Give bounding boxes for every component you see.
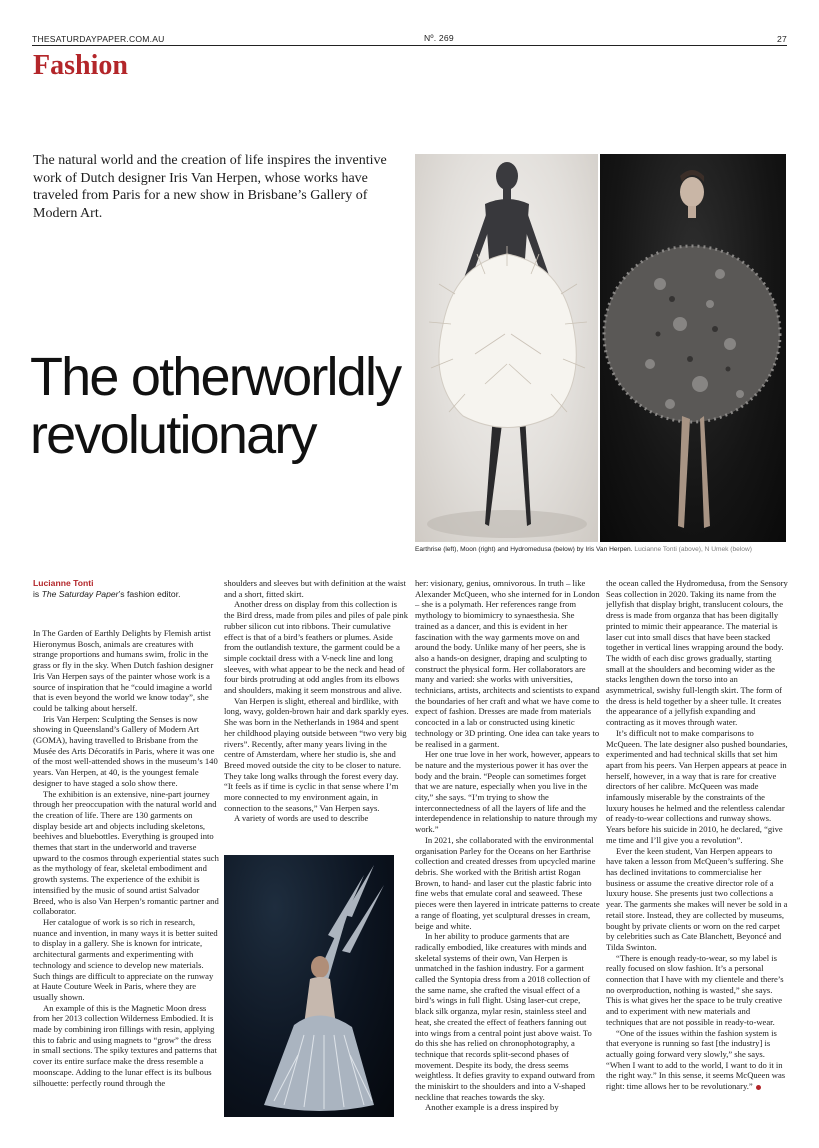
paragraph: “There is enough ready-to-wear, so my label is really focused on slow fashion. It’s a personal connection that I have with my clientele and there’s no overproduction, nothing is wasted,” she says. This is what gives her the space to be truly creative and to experiment with new materials and techniques that are not possible in ready-to-wear. bbox=[606, 952, 784, 1027]
article-column-1 bbox=[33, 628, 219, 1120]
site-url[interactable]: THESATURDAYPAPER.COM.AU bbox=[32, 34, 165, 44]
byline-name: Lucianne Tonti bbox=[33, 578, 94, 588]
paragraph bbox=[606, 1028, 788, 1092]
paragraph: the ocean called the Hydromedusa, from the Sensory Seas collection in 2020. Taking its name from the jellyfish that display bright, translucent colours, the dress is made from organza that has been digitally printed to mimic their appearance. The material is laser cut into small discs that have been stacked together in vertical lines wrapping around the body. The width of each disc grows gradually, starting small at the shoulders and becoming wider as the stacks lengthen down the torso into an asymmetrical, swishy full-length skirt. The form of the dress is held together by a sheer tulle. It creates the appearance of a jellyfish expanding and contracting as it moves through water. bbox=[606, 578, 788, 728]
paragraph: The exhibition is an extensive, nine-part journey through her preoccupation with the natural world and the creation of life. There are 130 garments on display beside art and objects including skeletons, beehives and bluebottles. Everything is grouped into themes that start in the underworld and traverse upward to the cosmos through experiential states such as the mythology of fear, skeletal embodiment and growth systems. The experience of the exhibit is intensified by the music of sound artist Salvador Breed, who is also Van Herpen’s romantic partner and collaborator. bbox=[33, 788, 219, 917]
paragraph: Van Herpen is slight, ethereal and birdlike, with long, wavy, golden-brown hair and dark sparkly eyes. She was born in the Netherlands in 1984 and spent her childhood playing outside between “two very big rivers”. Recently, after many years living in the centre of Amsterdam, where her studio is, she and Breed moved outside the city to be closer to nature. They take long walks through the forest every day. “It feels as if time is cyclic in that sense where I’m more connected to my environment again, in connection to the seasons,” Van Herpen says. bbox=[224, 695, 409, 813]
paragraph: Her catalogue of work is so rich in research, nuance and invention, in many ways it is better suited to display in a gallery. She is known for intricate, architectural garments and experimenting with technology and science to develop new materials. Such things are difficult to appreciate on the runway at Haute Couture Week in Paris, where they are usually shown. bbox=[33, 916, 218, 1002]
hydromedusa-photo bbox=[224, 855, 394, 1117]
paragraph: Another dress on display from this collection is the Bird dress, made from piles and piles of pale pink rubber silicon cut into ribbons. Their cumulative effect is that of a bird’s feathers or plumes. Aside from the outlandish texture, the garment could be a simple cocktail dress with a V-neck line and long sleeves, with what appear to be the neck and head of four birds protruding at odd angles from its elbows and shoulders, making it seem monstrous and alive. bbox=[224, 599, 409, 696]
paragraph: In 2021, she collaborated with the environmental organisation Parley for the Oceans on her Earthrise collection and created dresses from upcycled marine debris. She worked with the British artist Rogan Brown, to hand- and laser cut the plastic fabric into fine webs that emulate coral and seaweed. These pieces were then layered in intricate patterns to create a range of floating, yet sculptural dresses in cream, beige and white. bbox=[415, 834, 600, 931]
caption-credit: Lucianne Tonti (above), N Umek (below) bbox=[634, 546, 752, 553]
byline-publication: The Saturday Paper bbox=[41, 589, 119, 599]
paragraph: Ever the keen student, Van Herpen appears to have taken a lesson from McQueen’s suffering. She has declined invitations to commercialise her business or assume the creative director role of a luxury house. She presents just two collections a year. The garments she makes will never be sold in a retail store. Instead, they are collected by museums, bought by private clients or worn on the red carpet by celebrities such as Cate Blanchett, Beyoncé and Tilda Swinton. bbox=[606, 845, 788, 952]
page-number: 27 bbox=[777, 34, 787, 44]
paragraph: In her ability to produce garments that are radically embodied, like creatures with minds and skeletal systems of their own, Van Herpen is unmatched in the fashion industry. For a garment called the Syntopia dress from a 2018 collection of the same name, she crafted the visual effect of a bird’s wings in full flight. Using laser-cut crepe, black silk organza, mylar resin, stainless steel and heat, she created the effect of feathers fanning out into wings from a central point just above waist. To do this she has relied on chronophotography, a technique that records split-second phases of movement. Despite its body, the dress seems weightless. It defies gravity to expand outward from the miniskirt to the shoulders and into a V-shaped neckline that reaches towards the sky. bbox=[415, 931, 595, 1102]
earthrise-photo bbox=[415, 154, 598, 542]
paragraph: Her one true love in her work, however, appears to be nature and the mysterious power it has over the body and the brain. “People can sometimes forget that we are nature, especially when you live in the city,” she says. “I’m trying to show the interconnectedness of all the layers of life and the interdependence in relationship to nature through my work.” bbox=[415, 749, 600, 835]
article-column-4 bbox=[606, 578, 788, 1118]
paragraph: It’s difficult not to make comparisons to McQueen. The late designer also pushed boundaries, experimented and had technical skills that set him apart from his peers. Van Herpen appears at peace in herself, however, in a way that is rare for creative directors of her calibre. McQueen was made infamously miserable by the constraints of the luxury houses he helmed and the relentless calendar of ready-to-wear collections and runway shows. Years before his suicide in 2010, he declared, “give me time and I’ll give you a revolution”. bbox=[606, 727, 788, 845]
paragraph: Iris Van Herpen: Sculpting the Senses is now showing in Queensland’s Gallery of Modern Art (GOMA), having travelled to Brisbane from the Musée des Arts Décoratifs in Paris, where it was one of the most well-attended shows in the museum’s 140 years. Van Herpen, at 40, is the youngest female designer to have staged a solo show there. bbox=[33, 713, 218, 788]
byline-desc-post: ’s fashion editor. bbox=[118, 589, 181, 599]
caption-text: Earthrise (left), Moon (right) and Hydromedusa (below) by Iris Van Herpen. bbox=[415, 546, 633, 553]
article-column-2 bbox=[224, 578, 409, 853]
paragraph: her: visionary, genius, omnivorous. In truth – like Alexander McQueen, who she interned for in London – she is a polymath. Her references range from mythology to biomimicry to synaesthesia. She trained as a dancer, and this is evident in her fascination with the way garments move on and around the body. Unlike many of her peers, she is also a hands-on designer, draping and sculpting to construct the physical form. Her collaborators are many and varied: she works with universities, technicians, artists, architects and scientists to expand the boundaries of her craft and what we have come to expect of fashion. Dresses are made from materials concocted in a lab or constructed using kinetic technology or 3D printing. One idea can take years to be realised in a garment. bbox=[415, 578, 600, 749]
standfirst: The natural world and the creation of life inspires the inventive work of Dutch designer Iris Van Herpen, whose works have traveled from Paris for a new show in Brisbane’s Gallery of Modern Art. bbox=[33, 153, 387, 221]
paragraph-text: “One of the issues within the fashion system is that everyone is running so fast [the industry] is actually going forward very slowly,” she says. “When I want to add to the world, I want to do it in the right way.” In this sense, it seems McQueen was right: time allows her to be revolutionary.” bbox=[606, 1027, 786, 1092]
moon-photo bbox=[600, 154, 786, 542]
section-title: Fashion bbox=[33, 50, 128, 81]
paragraph: Another example is a dress inspired by bbox=[425, 1102, 559, 1113]
photo-caption bbox=[415, 546, 787, 553]
end-mark-icon bbox=[756, 1085, 761, 1090]
paragraph: An example of this is the Magnetic Moon dress from her 2013 collection Wilderness Embodied. It is made by combining iron fillings with resin, applying this to fabric and using magnets to “grow” the dress in small sections. The spiky textures and patterns that cover its entire surface make the dress resemble a moonscape. Adding to the lunar effect is its bulbous silhouette: perfectly round through the bbox=[33, 1002, 217, 1088]
masthead bbox=[32, 28, 787, 44]
byline-desc-pre: is bbox=[33, 589, 42, 599]
masthead-rule bbox=[32, 45, 787, 46]
headline: The otherworldly revolutionary bbox=[30, 347, 401, 465]
issue-number: Nº. 269 bbox=[424, 33, 454, 43]
byline-desc bbox=[33, 589, 218, 599]
article-column-3 bbox=[415, 578, 600, 1118]
paragraph: shoulders and sleeves but with definition at the waist and a short, fitted skirt. bbox=[224, 578, 406, 599]
paragraph: A variety of words are used to describe bbox=[234, 813, 369, 824]
paragraph: In The Garden of Earthly Delights by Flemish artist Hieronymus Bosch, animals are creatures with strange proportions and humans swim, frolic in the grass or fly in the sky. When Dutch fashion designer Iris Van Herpen says of the painter whose work is a source of inspiration that he “could imagine a world that is even beyond the world we know today”, she could be talking about herself. bbox=[33, 628, 214, 713]
